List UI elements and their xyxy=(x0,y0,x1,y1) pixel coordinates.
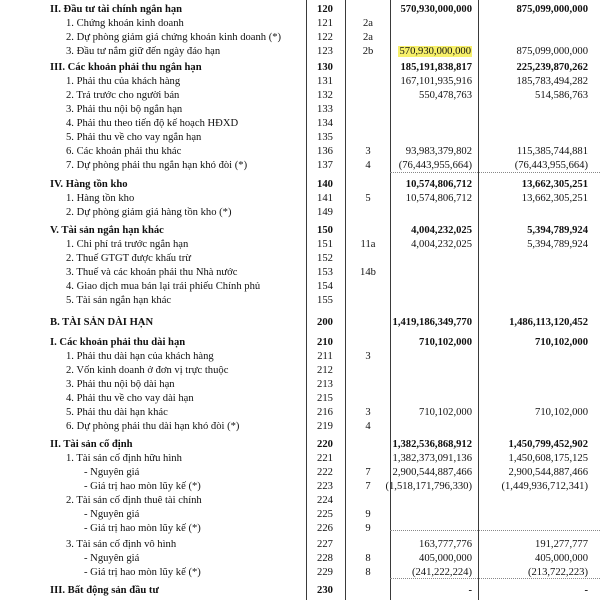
table-row xyxy=(0,252,600,266)
row-label: 3. Đầu tư nắm giữ đến ngày đáo hạn xyxy=(66,46,221,57)
table-row xyxy=(0,159,600,173)
table-row xyxy=(0,494,600,508)
row-label: 1. Phải thu dài hạn của khách hàng xyxy=(66,351,214,362)
row-code: 132 xyxy=(317,90,333,101)
subtotal-rule xyxy=(390,578,600,579)
table-row xyxy=(0,452,600,466)
prior-period-value: 115,385,744,881 xyxy=(516,146,588,157)
table-row xyxy=(0,364,600,378)
row-note xyxy=(346,206,390,220)
row-label: 1. Chi phí trả trước ngắn hạn xyxy=(66,239,189,250)
row-label: - Giá trị hao mòn lũy kế (*) xyxy=(84,481,201,492)
subtotal-rule xyxy=(390,530,600,531)
row-code: 211 xyxy=(317,351,333,362)
table-row xyxy=(0,45,600,59)
table-row xyxy=(0,480,600,494)
row-code: 222 xyxy=(317,467,333,478)
row-code: 225 xyxy=(317,509,333,520)
highlighted-value: 570,930,000,000 xyxy=(399,46,471,57)
row-label: 2. Vốn kinh doanh ở đơn vị trực thuộc xyxy=(66,365,229,376)
row-code: 215 xyxy=(317,393,333,404)
row-note xyxy=(346,3,390,17)
row-note: 4 xyxy=(365,421,371,432)
row-note: 4 xyxy=(365,160,371,171)
row-note xyxy=(346,584,390,598)
table-row xyxy=(0,522,600,536)
row-note xyxy=(346,392,390,406)
row-code: 141 xyxy=(317,193,333,204)
prior-period-value: (1,449,936,712,341) xyxy=(501,481,588,492)
prior-period-value: 1,486,113,120,452 xyxy=(509,317,588,328)
current-period-value: 93,983,379,802 xyxy=(405,146,472,157)
row-code: 216 xyxy=(317,407,333,418)
row-note xyxy=(346,494,390,508)
row-note xyxy=(346,252,390,266)
row-label: 2. Dự phòng giảm giá chứng khoán kinh doanh (*) xyxy=(66,32,282,43)
row-note: 8 xyxy=(365,567,371,578)
table-row xyxy=(0,103,600,117)
current-period-value: (76,443,955,664) xyxy=(398,160,472,171)
row-label: 1. Hàng tồn kho xyxy=(66,193,135,204)
row-label: 7. Dự phòng phải thu ngắn hạn khó đòi (*) xyxy=(66,160,248,171)
table-row xyxy=(0,350,600,364)
table-row xyxy=(0,294,600,308)
table-row xyxy=(0,466,600,480)
row-code: 131 xyxy=(317,76,333,87)
row-code: 122 xyxy=(317,32,333,43)
row-note xyxy=(346,280,390,294)
prior-period-value: 5,394,789,924 xyxy=(527,225,588,236)
row-code: 223 xyxy=(317,481,333,492)
row-label: 2. Trả trước cho người bán xyxy=(66,90,180,101)
current-period-value: 1,419,186,349,770 xyxy=(392,317,472,328)
row-label: 4. Phải thu về cho vay dài hạn xyxy=(66,393,194,404)
table-row xyxy=(0,280,600,294)
row-code: 133 xyxy=(317,104,333,115)
current-period-value: 550,478,763 xyxy=(419,90,472,101)
table-row xyxy=(0,552,600,566)
row-code: 135 xyxy=(317,132,333,143)
prior-period-value: (213,722,223) xyxy=(527,567,588,578)
row-label: II. Tài sản cố định xyxy=(50,439,133,450)
row-label: I. Các khoản phải thu dài hạn xyxy=(50,337,186,348)
prior-period-value: 1,450,799,452,902 xyxy=(508,439,588,450)
row-code: 210 xyxy=(317,337,333,348)
table-row xyxy=(0,75,600,89)
row-code: 220 xyxy=(317,439,333,450)
current-period-value: 570,930,000,000 xyxy=(400,4,472,15)
table-row xyxy=(0,266,600,280)
current-period-value: 1,382,373,091,136 xyxy=(392,453,472,464)
row-code: 212 xyxy=(317,365,333,376)
prior-period-value: 2,900,544,887,466 xyxy=(508,467,588,478)
row-label: 1. Chứng khoán kinh doanh xyxy=(66,18,184,29)
table-row xyxy=(0,378,600,392)
table-row xyxy=(0,31,600,45)
row-code: 130 xyxy=(317,62,333,73)
row-label: 3. Tài sản cố định vô hình xyxy=(66,539,177,550)
row-note: 9 xyxy=(365,509,371,520)
current-period-value: 163,777,776 xyxy=(419,539,472,550)
row-code: 213 xyxy=(317,379,333,390)
prior-period-value: 13,662,305,251 xyxy=(521,179,588,190)
current-period-value: 4,004,232,025 xyxy=(411,225,472,236)
row-note xyxy=(346,538,390,552)
row-code: 120 xyxy=(317,4,333,15)
table-row xyxy=(0,145,600,159)
row-label: - Nguyên giá xyxy=(84,553,140,564)
row-label: V. Tài sản ngắn hạn khác xyxy=(50,225,164,236)
row-code: 224 xyxy=(317,495,333,506)
row-note: 3 xyxy=(365,407,371,418)
row-label: 6. Dự phòng phải thu dài hạn khó đòi (*) xyxy=(66,421,240,432)
row-label: 4. Phải thu theo tiến độ kế hoạch HĐXD xyxy=(66,118,239,129)
row-label: 5. Phải thu dài hạn khác xyxy=(66,407,168,418)
current-period-value: - xyxy=(468,585,472,596)
current-period-value: 710,102,000 xyxy=(419,337,472,348)
table-row xyxy=(0,224,600,238)
current-period-value: 10,574,806,712 xyxy=(405,193,472,204)
prior-period-value: 405,000,000 xyxy=(535,553,588,564)
row-note: 7 xyxy=(365,467,371,478)
prior-period-value: 1,450,608,175,125 xyxy=(508,453,588,464)
table-row xyxy=(0,131,600,145)
prior-period-value: 514,586,763 xyxy=(535,90,588,101)
current-period-value: 405,000,000 xyxy=(419,553,472,564)
current-period-value: 710,102,000 xyxy=(419,407,472,418)
prior-period-value: 225,239,870,262 xyxy=(516,62,588,73)
row-label: 1. Phải thu của khách hàng xyxy=(66,76,181,87)
row-label: II. Đầu tư tài chính ngắn hạn xyxy=(50,4,183,15)
row-label: 2. Tài sản cố định thuê tài chính xyxy=(66,495,202,506)
table-row xyxy=(0,420,600,434)
row-code: 140 xyxy=(317,179,333,190)
row-note: 2b xyxy=(362,46,374,57)
current-period-value: (241,222,224) xyxy=(411,567,472,578)
row-note xyxy=(346,452,390,466)
prior-period-value: 13,662,305,251 xyxy=(521,193,588,204)
row-note xyxy=(346,224,390,238)
row-code: 221 xyxy=(317,453,333,464)
row-label: - Nguyên giá xyxy=(84,509,140,520)
table-row xyxy=(0,316,600,330)
table-row xyxy=(0,538,600,552)
row-note: 3 xyxy=(365,351,371,362)
table-row xyxy=(0,406,600,420)
current-period-value: 1,382,536,868,912 xyxy=(392,439,472,450)
table-row xyxy=(0,584,600,598)
row-label: 4. Giao dịch mua bán lại trái phiếu Chính phủ xyxy=(66,281,261,292)
row-code: 134 xyxy=(317,118,333,129)
row-code: 152 xyxy=(317,253,333,264)
row-code: 123 xyxy=(317,46,333,57)
row-code: 219 xyxy=(317,421,333,432)
row-note: 2a xyxy=(363,32,373,43)
table-row xyxy=(0,117,600,131)
table-row xyxy=(0,89,600,103)
row-label: III. Bất động sản đầu tư xyxy=(50,585,159,596)
row-label: IV. Hàng tồn kho xyxy=(50,179,128,190)
row-label: 3. Phải thu nội bộ ngắn hạn xyxy=(66,104,183,115)
row-note: 3 xyxy=(365,146,371,157)
row-label: - Giá trị hao mòn lũy kế (*) xyxy=(84,567,201,578)
prior-period-value: 185,783,494,282 xyxy=(516,76,588,87)
current-period-value: 4,004,232,025 xyxy=(411,239,472,250)
table-row xyxy=(0,17,600,31)
row-code: 230 xyxy=(317,585,333,596)
table-row xyxy=(0,192,600,206)
row-code: 121 xyxy=(317,18,333,29)
row-label: 1. Tài sản cố định hữu hình xyxy=(66,453,182,464)
row-code: 227 xyxy=(317,539,333,550)
table-row xyxy=(0,178,600,192)
row-note xyxy=(346,89,390,103)
row-note: 8 xyxy=(365,553,371,564)
current-period-value: (1,518,171,796,330) xyxy=(385,481,472,492)
row-note: 11a xyxy=(360,239,376,250)
current-period-value xyxy=(398,45,472,59)
row-code: 229 xyxy=(317,567,333,578)
row-label: 3. Thuế và các khoản phải thu Nhà nước xyxy=(66,267,238,278)
row-note xyxy=(346,61,390,75)
row-code: 153 xyxy=(317,267,333,278)
row-code: 137 xyxy=(317,160,333,171)
row-label: 5. Phải thu về cho vay ngắn hạn xyxy=(66,132,202,143)
row-code: 150 xyxy=(317,225,333,236)
row-code: 228 xyxy=(317,553,333,564)
current-period-value: 2,900,544,887,466 xyxy=(392,467,472,478)
prior-period-value: 875,099,000,000 xyxy=(516,46,588,57)
row-code: 226 xyxy=(317,523,333,534)
table-row xyxy=(0,61,600,75)
prior-period-value: 710,102,000 xyxy=(535,337,588,348)
row-label: - Giá trị hao mòn lũy kế (*) xyxy=(84,523,201,534)
row-note xyxy=(346,438,390,452)
row-label: B. TÀI SẢN DÀI HẠN xyxy=(50,317,154,328)
row-note: 7 xyxy=(365,481,371,492)
row-code: 154 xyxy=(317,281,333,292)
row-note: 14b xyxy=(360,267,376,278)
row-note xyxy=(346,378,390,392)
table-row xyxy=(0,336,600,350)
row-note xyxy=(346,117,390,131)
row-code: 155 xyxy=(317,295,333,306)
row-note xyxy=(346,316,390,330)
row-note: 2a xyxy=(363,18,373,29)
row-note: 9 xyxy=(365,523,371,534)
row-label: 2. Dự phòng giảm giá hàng tồn kho (*) xyxy=(66,207,232,218)
prior-period-value: (76,443,955,664) xyxy=(514,160,588,171)
current-period-value: 167,101,935,916 xyxy=(400,76,472,87)
row-note: 5 xyxy=(365,193,371,204)
row-label: 5. Tài sản ngắn hạn khác xyxy=(66,295,172,306)
row-note xyxy=(346,75,390,89)
row-label: III. Các khoản phải thu ngắn hạn xyxy=(50,62,202,73)
row-code: 136 xyxy=(317,146,333,157)
row-label: 3. Phải thu nội bộ dài hạn xyxy=(66,379,175,390)
prior-period-value: 710,102,000 xyxy=(535,407,588,418)
current-period-value: 10,574,806,712 xyxy=(405,179,472,190)
prior-period-value: 191,277,777 xyxy=(535,539,588,550)
table-row xyxy=(0,508,600,522)
row-code: 200 xyxy=(317,317,333,328)
table-row xyxy=(0,238,600,252)
row-note xyxy=(346,103,390,117)
row-label: - Nguyên giá xyxy=(84,467,140,478)
prior-period-value: 5,394,789,924 xyxy=(527,239,588,250)
row-code: 149 xyxy=(317,207,333,218)
row-note xyxy=(346,294,390,308)
prior-period-value: 875,099,000,000 xyxy=(516,4,588,15)
current-period-value: 185,191,838,817 xyxy=(400,62,472,73)
row-note xyxy=(346,364,390,378)
table-row xyxy=(0,438,600,452)
row-note xyxy=(346,336,390,350)
table-row xyxy=(0,3,600,17)
row-label: 2. Thuế GTGT được khấu trừ xyxy=(66,253,191,264)
table-row xyxy=(0,392,600,406)
table-row xyxy=(0,206,600,220)
row-note xyxy=(346,178,390,192)
row-code: 151 xyxy=(317,239,333,250)
subtotal-rule xyxy=(390,172,600,173)
prior-period-value: - xyxy=(584,585,588,596)
row-label: 6. Các khoản phải thu khác xyxy=(66,146,182,157)
row-note xyxy=(346,131,390,145)
